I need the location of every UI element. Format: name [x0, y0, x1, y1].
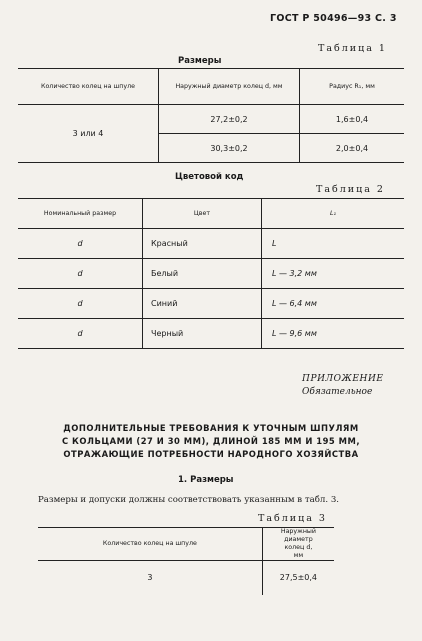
table1-header-count: Количество колец на шпуле: [18, 69, 159, 105]
table2-label: Таблица 2: [316, 184, 385, 195]
table2: [18, 198, 404, 349]
table3-header-count: Количество колец на шпуле: [38, 528, 262, 561]
table1-cell: 2,0±0,4: [300, 134, 405, 163]
appendix-subtitle: Обязательное: [302, 387, 373, 397]
table3-header-diameter: Наружный диаметр колец d, мм: [262, 528, 334, 561]
paragraph: Размеры и допуски должны соответствовать указанным в табл. 3.: [38, 495, 340, 505]
table1-cell: 1,6±0,4: [300, 105, 405, 134]
heading-line: С КОЛЬЦАМИ (27 И 30 ММ), ДЛИНОЙ 185 ММ И 195 ММ,: [62, 436, 360, 446]
table2-title: Цветовой код: [175, 172, 244, 182]
table2-cell: L — 9,6 мм: [262, 319, 405, 349]
page-header: ГОСТ Р 50496—93 С. 3: [270, 13, 397, 24]
table3-cell: 27,5±0,4: [262, 561, 334, 595]
appendix-title: ПРИЛОЖЕНИЕ: [302, 374, 384, 384]
table2-cell: Красный: [143, 229, 262, 259]
table2-cell: d: [18, 289, 143, 319]
table2-cell: d: [18, 319, 143, 349]
table2-cell: d: [18, 229, 143, 259]
section1-title: 1. Размеры: [178, 475, 234, 485]
table1-header-diameter: Наружный диаметр колец d, мм: [159, 69, 300, 105]
table1-cell: 30,3±0,2: [159, 134, 300, 163]
table2-cell: Белый: [143, 259, 262, 289]
table2-header-color: Цвет: [143, 199, 262, 229]
table2-header-l1: L₁: [262, 199, 405, 229]
table3-cell: 3: [38, 561, 262, 595]
table3-label: Таблица 3: [258, 513, 327, 524]
table2-cell: L — 3,2 мм: [262, 259, 405, 289]
table2-cell: L — 6,4 мм: [262, 289, 405, 319]
table1-title: Размеры: [178, 56, 222, 66]
table1-cell: 27,2±0,2: [159, 105, 300, 134]
table2-cell: d: [18, 259, 143, 289]
table1-group-cell: 3 или 4: [18, 105, 159, 163]
table2-cell: Черный: [143, 319, 262, 349]
table2-header-size: Номинальный размер: [18, 199, 143, 229]
table2-cell: L: [262, 229, 405, 259]
table1-header-radius: Радиус R₁, мм: [300, 69, 405, 105]
table1-label: Таблица 1: [318, 43, 387, 54]
table2-cell: Синий: [143, 289, 262, 319]
heading-line: ДОПОЛНИТЕЛЬНЫЕ ТРЕБОВАНИЯ К УТОЧНЫМ ШПУЛЯМ: [63, 423, 359, 433]
heading-line: ОТРАЖАЮЩИЕ ПОТРЕБНОСТИ НАРОДНОГО ХОЗЯЙСТВА: [63, 449, 359, 459]
section-heading: [20, 422, 402, 461]
table3: [38, 527, 334, 595]
table1: [18, 68, 404, 163]
